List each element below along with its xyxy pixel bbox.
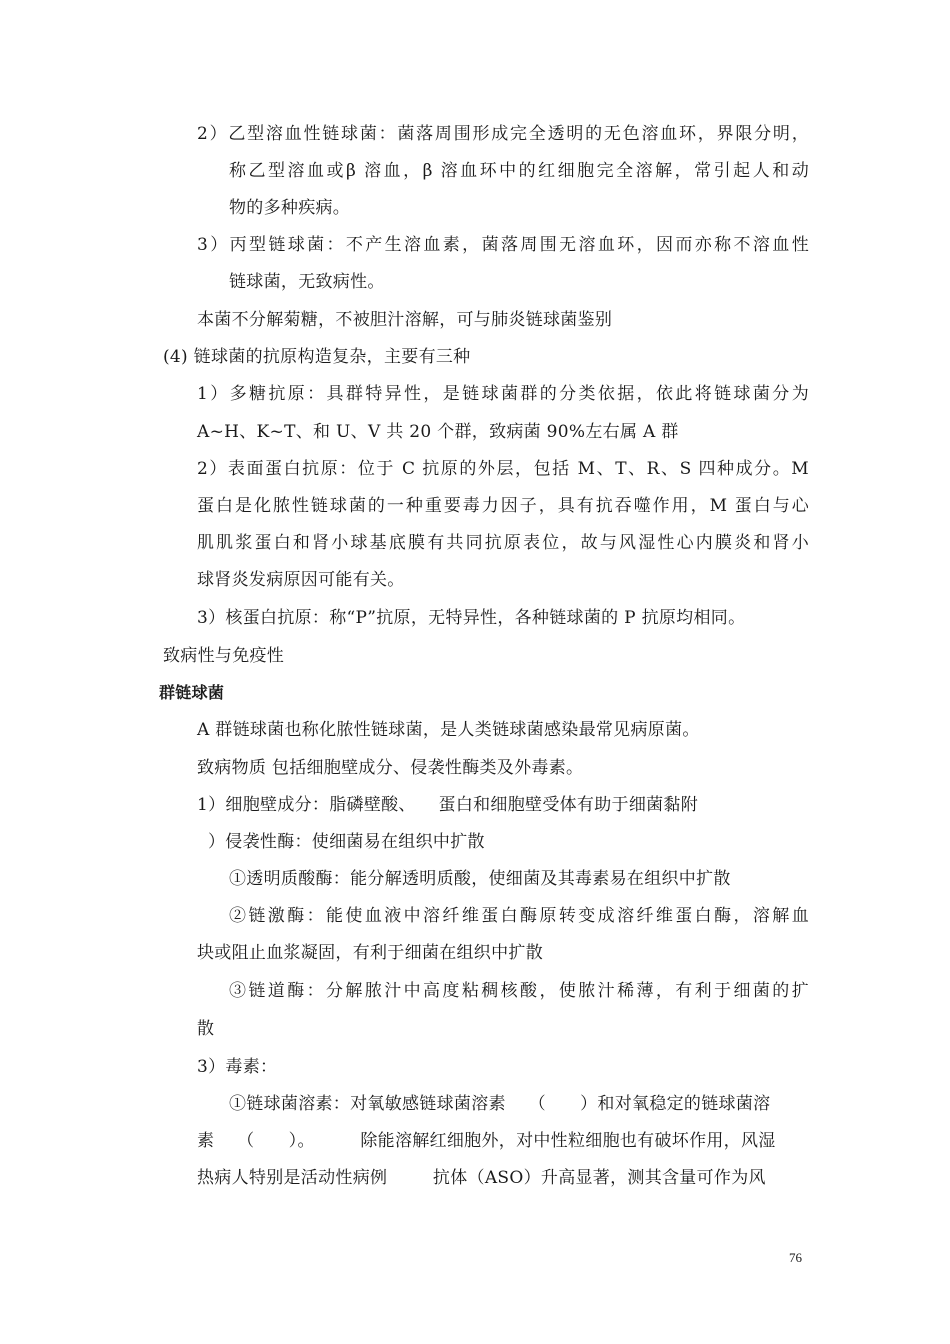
text-line-24: ③链道酶：分解脓汁中高度粘稠核酸，使脓汁稀薄，有利于细菌的扩	[229, 981, 809, 1001]
text-line-26: 3）毒素：	[197, 1057, 278, 1077]
section-heading-4: (4) 链球菌的抗原构造复杂，主要有三种	[163, 347, 471, 367]
page-number: 76	[789, 1250, 802, 1265]
text-line-17: A 群链球菌也称化脓性链球菌，是人类链球菌感染最常见病原菌。	[197, 720, 700, 740]
text-line-9: A~H、K~T、和 U、V 共 20 个群，致病菌 90%左右属 A 群	[197, 422, 679, 442]
text-line-6: 本菌不分解菊糖，不被胆汁溶解，可与肺炎链球菌鉴别	[197, 310, 613, 330]
text-line-10: 2）表面蛋白抗原：位于 C 抗原的外层，包括 M、T、R、S 四种成分。M	[197, 459, 809, 479]
text-line-21: ①透明质酸酶：能分解透明质酸，使细菌及其毒素易在组织中扩散	[229, 869, 731, 889]
text-line-28: 素 （ ）。 除能溶解红细胞外，对中性粒细胞也有破坏作用，风湿	[197, 1131, 776, 1151]
text-line-2: 称乙型溶血或β 溶血，β 溶血环中的红细胞完全溶解，常引起人和动	[229, 161, 809, 181]
text-line-5: 链球菌，无致病性。	[229, 272, 385, 292]
text-line-29: 热病人特别是活动性病例 抗体（ASO）升高显著，测其含量可作为风	[197, 1168, 766, 1188]
text-line-22: ②链激酶：能使血液中溶纤维蛋白酶原转变成溶纤维蛋白酶，溶解血	[229, 906, 809, 926]
text-line-8: 1）多糖抗原：具群特异性，是链球菌群的分类依据，依此将链球菌分为	[197, 384, 809, 404]
text-line-25: 散	[197, 1019, 215, 1039]
text-line-20: ）侵袭性酶：使细菌易在组织中扩散	[208, 832, 485, 852]
text-line-12: 肌肌浆蛋白和肾小球基底膜有共同抗原表位，故与风湿性心内膜炎和肾小	[197, 533, 809, 553]
text-line-13: 球肾炎发病原因可能有关。	[197, 570, 405, 590]
text-line-14: 3）核蛋白抗原：称“P”抗原，无特异性，各种链球菌的 P 抗原均相同。	[197, 608, 746, 628]
subsection-heading-group-streptococcus: 群链球菌	[159, 683, 225, 702]
text-line-23: 块或阻止血浆凝固，有利于细菌在组织中扩散	[197, 943, 543, 963]
text-line-3: 物的多种疾病。	[229, 198, 351, 218]
text-line-18: 致病物质 包括细胞壁成分、侵袭性酶类及外毒素。	[197, 758, 584, 778]
text-line-11: 蛋白是化脓性链球菌的一种重要毒力因子，具有抗吞噬作用，M 蛋白与心	[197, 496, 809, 516]
text-line-27: ①链球菌溶素：对氧敏感链球菌溶素 （ ）和对氧稳定的链球菌溶	[229, 1094, 771, 1114]
section-heading-pathogenicity: 致病性与免疫性	[163, 646, 285, 666]
text-line-19: 1）细胞壁成分：脂磷壁酸、 蛋白和细胞壁受体有助于细菌黏附	[197, 795, 699, 815]
text-line-1: 2）乙型溶血性链球菌：菌落周围形成完全透明的无色溶血环，界限分明，	[197, 124, 809, 144]
text-line-4: 3）丙型链球菌：不产生溶血素，菌落周围无溶血环，因而亦称不溶血性	[197, 235, 809, 255]
